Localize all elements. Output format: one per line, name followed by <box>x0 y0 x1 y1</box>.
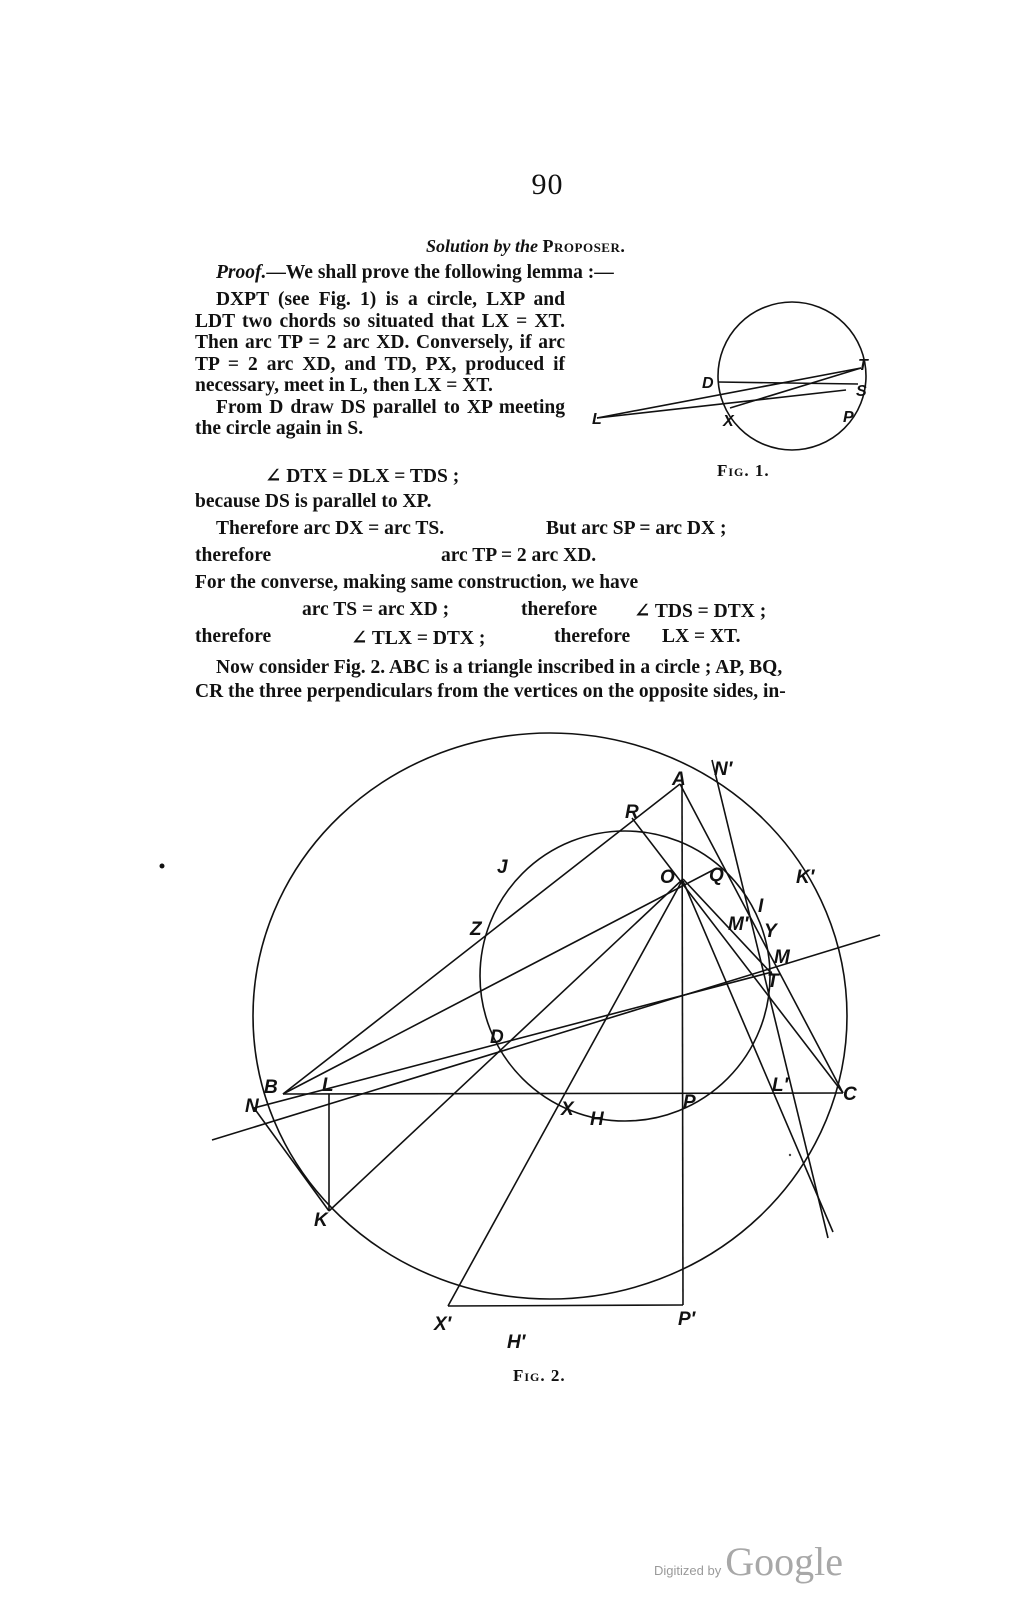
proof-label: Proof. <box>216 262 267 283</box>
fig2-altitude-ap <box>682 784 683 1305</box>
converse-eq-c: ∠ TDS = DTX ; <box>634 601 767 622</box>
scan-speck <box>160 864 165 869</box>
converse-eq-b: therefore <box>521 599 598 620</box>
therefore-eq-c: LX = XT. <box>662 626 741 647</box>
now-consider-line-2: CR the three perpendiculars from the vertices on the opposite sides, in- <box>195 681 786 702</box>
solution-heading-name: Proposer. <box>542 236 626 256</box>
fig1-label-d: D <box>702 375 714 392</box>
converse-eq-a: arc TS = arc XD ; <box>302 599 450 620</box>
fig2-label-k1: K′ <box>796 867 815 888</box>
fig1-label-t: T <box>858 357 868 374</box>
therefore-line-1-right: But arc SP = arc DX ; <box>546 518 727 539</box>
lemma-paragraph: DXPT (see Fig. 1) is a circle, LXP and LDT two chords so situated that LX = XT. Then arc TP = 2 arc XD. Conversely, if arc TP = 2 arc XD, and TD, PX, produced if necessary, meet in L, then LX = XT. <box>195 289 565 396</box>
therefore-word-3: therefore <box>195 626 272 647</box>
fig2-label-t: T <box>767 971 779 992</box>
fig2-label-p1: P′ <box>678 1309 696 1330</box>
digitized-by-google <box>654 1538 843 1585</box>
fig2-label-y: Y <box>764 921 777 942</box>
fig2-label-n1: N′ <box>714 759 733 780</box>
fig2-label-m: M <box>774 947 790 968</box>
fig2-line-oi <box>683 881 833 1232</box>
therefore-eq-b: therefore <box>554 626 631 647</box>
fig2-line-n1 <box>712 760 828 1238</box>
because-line: because DS is parallel to XP. <box>195 491 432 512</box>
therefore-line-1-left: Therefore arc DX = arc TS. <box>216 518 445 539</box>
equation-dtx: ∠ DTX = DLX = TDS ; <box>265 466 460 487</box>
fig2-side-ac <box>680 784 843 1093</box>
fig2-label-h1: H′ <box>507 1332 526 1353</box>
fig2-label-x1: X′ <box>434 1314 452 1335</box>
proof-text: —We shall prove the following lemma :— <box>266 262 614 283</box>
fig2-label-n: N <box>245 1096 259 1117</box>
therefore-word: therefore <box>195 545 272 566</box>
fig2-label-d: D <box>490 1027 504 1048</box>
fig1-caption: Fig. 1. <box>717 461 770 480</box>
fig2-caption: Fig. 2. <box>513 1366 566 1385</box>
google-logo: Google <box>725 1539 843 1584</box>
fig2-label-h: H <box>590 1109 604 1130</box>
fig2-label-j: J <box>497 857 508 878</box>
scan-speck <box>789 1154 791 1156</box>
fig2-label-a: A <box>672 769 686 790</box>
page-number: 90 <box>531 168 564 201</box>
solution-heading-prefix: Solution by the <box>426 236 539 256</box>
fig2-nine-point-circle <box>480 831 770 1121</box>
fig2-label-z: Z <box>470 919 482 940</box>
fig1-label-x: X <box>723 413 734 430</box>
fig2-label-c: C <box>843 1084 857 1105</box>
fig2-label-l1: L′ <box>772 1075 789 1096</box>
fig1-label-s: S <box>856 383 867 400</box>
fig1-label-p: P <box>843 409 854 426</box>
fig2-label-x: X <box>561 1099 574 1120</box>
equation-arc-tp: arc TP = 2 arc XD. <box>441 545 597 566</box>
fig2-label-k: K <box>314 1210 328 1231</box>
fig2-circumcircle <box>253 733 847 1299</box>
digitized-label: Digitized by <box>654 1563 722 1578</box>
fig2-line-nk <box>254 1108 329 1211</box>
fig2-line-ok <box>329 879 683 1211</box>
converse-line: For the converse, making same construction, we have <box>195 572 639 593</box>
fig2-line-x1p1 <box>448 1305 683 1306</box>
fig2-label-p: P <box>683 1092 696 1113</box>
fig2-label-q: Q <box>709 865 724 886</box>
fig2-label-o: O <box>660 867 675 888</box>
fig2-label-b: B <box>264 1077 278 1098</box>
therefore-eq-a: ∠ TLX = DTX ; <box>351 628 486 649</box>
fig2-label-r: R <box>625 802 639 823</box>
fig2-label-m1: M′ <box>728 914 749 935</box>
fig1-label-l: L <box>592 411 602 428</box>
now-consider-line: Now consider Fig. 2. ABC is a triangle inscribed in a circle ; AP, BQ, <box>216 657 783 678</box>
lemma-paragraph: From D draw DS parallel to XP meeting the circle again in S. <box>195 396 565 439</box>
fig2-label-i: I <box>758 896 764 917</box>
fig2-label-l: L <box>322 1075 334 1096</box>
